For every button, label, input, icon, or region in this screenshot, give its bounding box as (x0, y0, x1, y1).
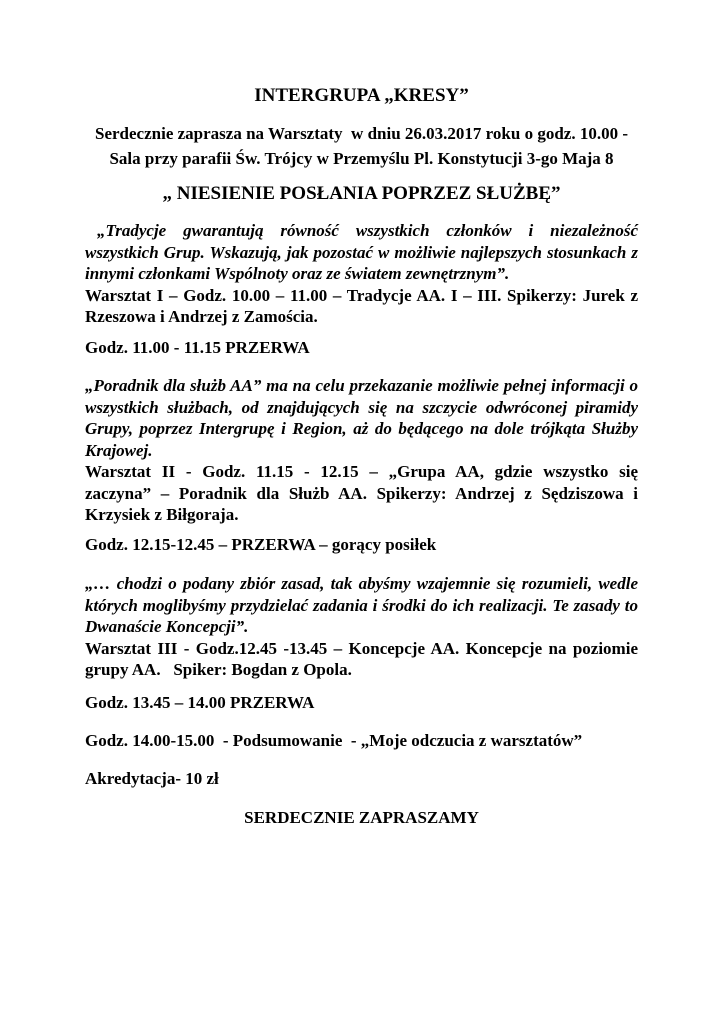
quote-line: innymi członkami Wspólnoty oraz ze światem zewnętrznym”. (85, 264, 510, 283)
schedule-line: Krzysiek z Biłgoraja. (85, 505, 239, 524)
quote-line: „… chodzi o podany zbiór zasad, tak abyśmy wzajemnie się rozumieli, wedle (85, 574, 638, 593)
concepts-quote-paragraph (85, 573, 638, 638)
document-title: INTERGRUPA „KRESY” (254, 85, 469, 106)
subtitle-line-1: Serdecznie zaprasza na Warsztaty w dniu 26.03.2017 roku o godz. 10.00 - (95, 124, 628, 143)
schedule-line: Warsztat II - Godz. 11.15 - 12.15 – „Grupa AA, gdzie wszystko się (85, 462, 638, 481)
quote-line: Krajowej. (85, 440, 153, 460)
workshop-2-schedule (85, 461, 638, 526)
guide-quote-paragraph (85, 375, 638, 461)
closing-line: SERDECZNIE ZAPRASZAMY (244, 808, 479, 827)
schedule-line: Warsztat I – Godz. 10.00 – 11.00 – Tradycje AA. I – III. Spikerzy: Jurek z (85, 285, 638, 305)
quote-line: których moglibyśmy przydzielać zadania i środki do ich realizacji. Te zasady to (85, 595, 638, 615)
schedule-line: grupy AA. Spiker: Bogdan z Opola. (85, 660, 352, 679)
quote-line: wszystkich służbach, od znajdujących się na szczycie odwróconej piramidy (85, 397, 638, 417)
workshop-3-schedule (85, 638, 638, 681)
summary-line: Godz. 14.00-15.00 - Podsumowanie - „Moje odczucia z warsztatów” (85, 731, 583, 750)
quote-line: „Poradnik dla służb AA” ma na celu przekazanie możliwie pełnej informacji o (85, 376, 638, 395)
schedule-line: Rzeszowa i Andrzej z Zamościa. (85, 307, 318, 326)
break-1-line: Godz. 11.00 - 11.15 PRZERWA (85, 337, 310, 357)
workshop-theme-heading: „ NIESIENIE POSŁANIA POPRZEZ SŁUŻBĘ” (162, 183, 561, 204)
quote-line: „Tradycje gwarantują równość wszystkich członków i niezależność (97, 221, 638, 240)
accreditation-line: Akredytacja- 10 zł (85, 768, 219, 788)
quote-line: Dwanaście Koncepcji”. (85, 617, 249, 636)
traditions-quote-paragraph (85, 220, 638, 285)
break-2-line: Godz. 12.15-12.45 – PRZERWA – gorący posiłek (85, 534, 437, 554)
workshop-1-schedule (85, 285, 638, 328)
break-3-line: Godz. 13.45 – 14.00 PRZERWA (85, 692, 315, 712)
quote-line: Grupy, poprzez Intergrupę i Region, aż do będącego na dole trójkąta Służby (85, 419, 638, 438)
schedule-line: zaczyna” – Poradnik dla Służb AA. Spikerzy: Andrzej z Sędziszowa i (85, 483, 638, 503)
quote-line: wszystkich Grup. Wskazują, jak pozostać w możliwie najlepszych stosunkach z (85, 242, 638, 262)
schedule-line: Warsztat III - Godz.12.45 -13.45 – Koncepcje AA. Koncepcje na poziomie (85, 638, 638, 658)
document-content (85, 84, 638, 829)
invitation-subtitle (85, 121, 638, 171)
subtitle-line-2: Sala przy parafii Św. Trójcy w Przemyślu Pl. Konstytucji 3-go Maja 8 (109, 149, 614, 168)
